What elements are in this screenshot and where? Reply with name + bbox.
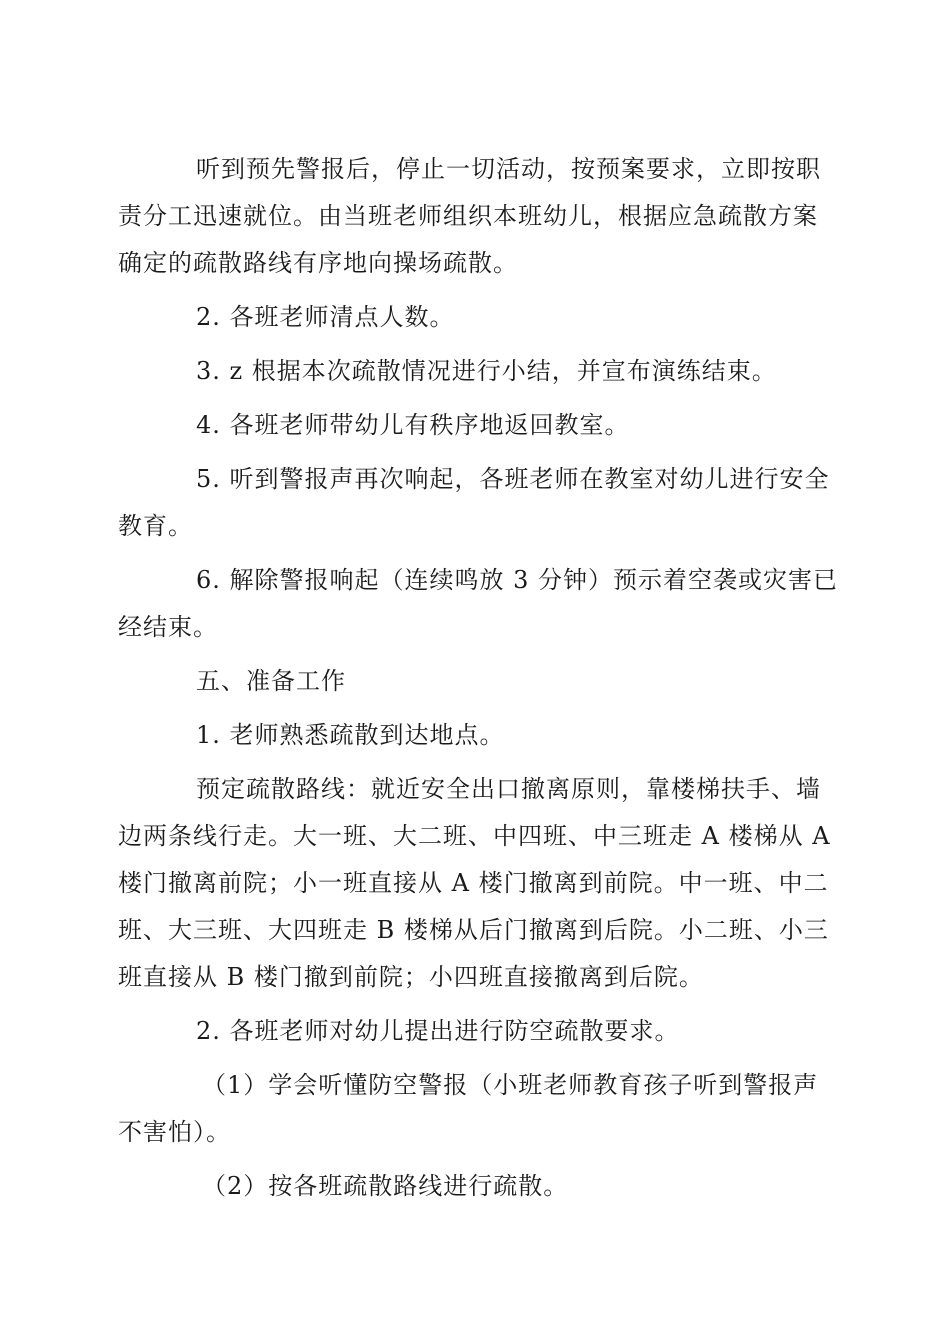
list-item-2 <box>118 294 832 341</box>
prep-item-1 <box>118 712 832 759</box>
text-line: （2）按各班疏散路线进行疏散。 <box>202 1172 569 1200</box>
text-line: 6. 解除警报响起（连续鸣放 3 分钟）预示着空袭或灾害已 <box>196 566 839 594</box>
sub-item-1 <box>118 1062 832 1156</box>
text-line: 听到预先警报后，停止一切活动，按预案要求，立即按职 <box>196 155 821 183</box>
text-line: 班、大三班、大四班走 B 楼梯从后门撤离到后院。小二班、小三 <box>118 916 829 944</box>
text-line: 3. z 根据本次疏散情况进行小结，并宣布演练结束。 <box>196 357 777 385</box>
document-body <box>118 146 839 1217</box>
text-line: 责分工迅速就位。由当班老师组织本班幼儿，根据应急疏散方案 <box>118 202 818 230</box>
text-line: 经结束。 <box>118 613 218 641</box>
prep-item-2 <box>118 1008 832 1055</box>
text-line: 不害怕）。 <box>118 1118 231 1146</box>
text-line: 班直接从 B 楼门撤到前院；小四班直接撤离到后院。 <box>118 963 704 991</box>
text-line: 5. 听到警报声再次响起，各班老师在教室对幼儿进行安全 <box>196 465 830 493</box>
list-item-4 <box>118 402 832 449</box>
text-line: 1. 老师熟悉疏散到达地点。 <box>196 721 505 749</box>
text-line: 边两条线行走。大一班、大二班、中四班、中三班走 A 楼梯从 A <box>118 822 831 850</box>
text-line: 2. 各班老师清点人数。 <box>196 303 455 331</box>
list-item-3 <box>118 348 832 395</box>
text-line: 预定疏散路线：就近安全出口撤离原则，靠楼梯扶手、墙 <box>196 775 821 803</box>
list-item-5 <box>118 456 832 550</box>
text-line: （1）学会听懂防空警报（小班老师教育孩子听到警报声 <box>202 1071 819 1099</box>
paragraph-alarm-response <box>118 146 832 287</box>
text-line: 2. 各班老师对幼儿提出进行防空疏散要求。 <box>196 1017 680 1045</box>
text-line: 确定的疏散路线有序地向操场疏散。 <box>118 249 518 277</box>
text-line: 4. 各班老师带幼儿有秩序地返回教室。 <box>196 411 630 439</box>
section-heading <box>118 658 832 705</box>
text-line: 楼门撤离前院；小一班直接从 A 楼门撤离到前院。中一班、中二 <box>118 869 829 897</box>
list-item-6 <box>118 557 839 651</box>
text-line: 五、准备工作 <box>196 667 346 695</box>
sub-item-2 <box>118 1163 832 1210</box>
text-line: 教育。 <box>118 512 193 540</box>
paragraph-evacuation-routes <box>118 766 832 1001</box>
